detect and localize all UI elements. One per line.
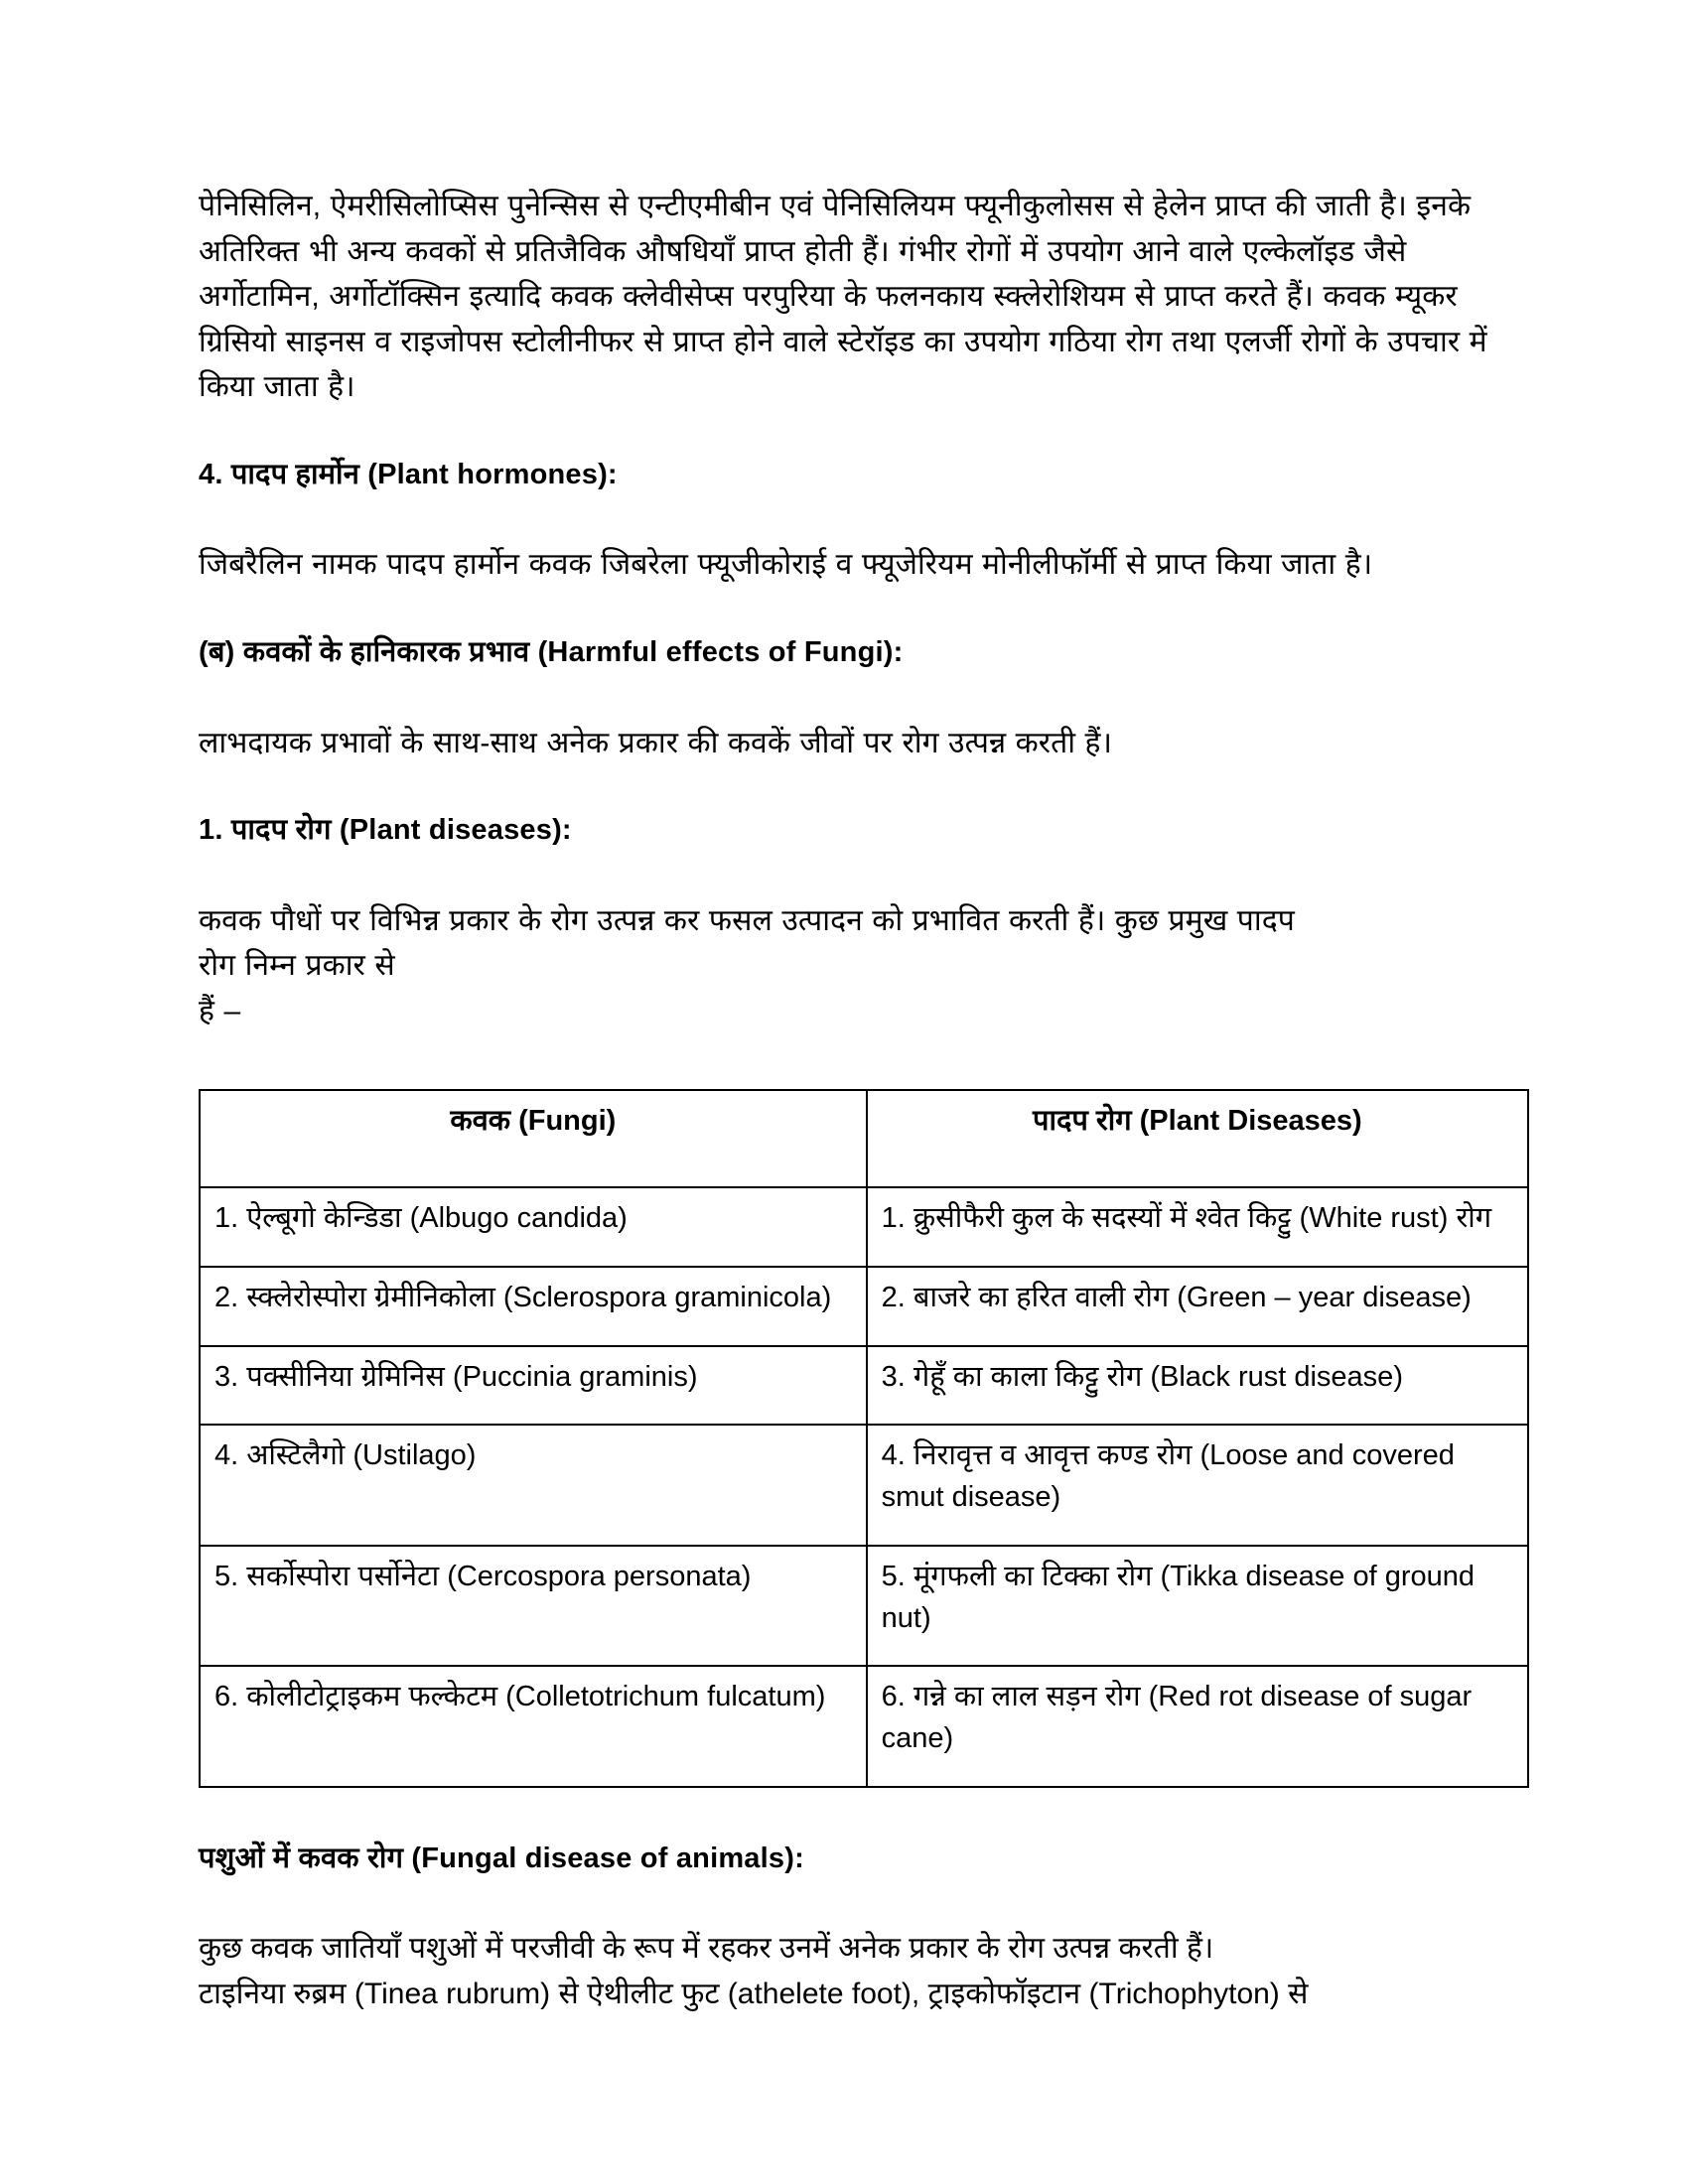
- cell-disease: 5. मूंगफली का टिक्का रोग (Tikka disease of ground nut): [867, 1546, 1528, 1667]
- paragraph-plant-disease-intro-line3: हैं –: [199, 994, 241, 1027]
- table-header-row: [200, 1090, 1528, 1187]
- table-header: [200, 1090, 1528, 1187]
- paragraph-plant-disease-intro-line2: रोग निम्न प्रकार से: [199, 949, 395, 983]
- column-header-plant-diseases: पादप रोग (Plant Diseases): [867, 1090, 1528, 1187]
- cell-fungus: 2. स्क्लेरोस्पोरा ग्रेमीनिकोला (Sclerospora graminicola): [200, 1267, 867, 1346]
- heading-harmful-effects: (ब) कवकों के हानिकारक प्रभाव (Harmful effects of Fungi):: [199, 636, 904, 669]
- table-row: [200, 1425, 1528, 1546]
- cell-fungus: 1. ऐल्बूगो केन्डिडा (Albugo candida): [200, 1187, 867, 1267]
- cell-disease: 2. बाजरे का हरित वाली रोग (Green – year disease): [867, 1267, 1528, 1346]
- cell-fungus: 4. अस्टिलैगो (Ustilago): [200, 1425, 867, 1546]
- heading-plant-diseases: 1. पादप रोग (Plant diseases):: [199, 814, 572, 847]
- plant-disease-intro-block: [199, 898, 1524, 1034]
- heading-animal-fungal-disease: पशुओं में कवक रोग (Fungal disease of animals):: [199, 1842, 804, 1874]
- cell-fungus: 3. पक्सीनिया ग्रेमिनिस (Puccinia graminis): [200, 1346, 867, 1426]
- paragraph-gibberellin: जिबरैलिन नामक पादप हार्मोन कवक जिबरेला फ्यूजीकोराई व फ्यूजेरियम मोनीलीफॉर्मी से प्राप्त किया जाता है।: [199, 548, 1373, 582]
- paragraph-animal-disease-line2: टाइनिया रुब्रम (Tinea rubrum) से ऐथीलीट फुट (athelete foot), ट्राइकोफॉइटान (Trichophyton) से: [199, 1978, 1309, 2011]
- table-row: [200, 1267, 1528, 1346]
- table-row: [200, 1666, 1528, 1787]
- cell-disease: 6. गन्ने का लाल सड़न रोग (Red rot disease of sugar cane): [867, 1666, 1528, 1787]
- cell-disease: 3. गेहूँ का काला किट्टु रोग (Black rust disease): [867, 1346, 1528, 1426]
- heading-plant-hormones: 4. पादप हार्मोन (Plant hormones):: [199, 458, 618, 490]
- table-row: [200, 1187, 1528, 1267]
- paragraph-animal-disease-line1: कुछ कवक जातियाँ पशुओं में परजीवी के रूप में रहकर उनमें अनेक प्रकार के रोग उत्पन्न करती हैं।: [199, 1932, 1214, 1966]
- column-header-fungi: कवक (Fungi): [200, 1090, 867, 1187]
- paragraph-plant-disease-intro-line1: कवक पौधों पर विभिन्न प्रकार के रोग उत्पन्न कर फसल उत्पादन को प्रभावित करती हैं। कुछ प्रमुख पादप: [199, 903, 1295, 937]
- cell-fungus: 6. कोलीटोट्राइकम फल्केटम (Colletotrichum fulcatum): [200, 1666, 867, 1787]
- paragraph-antibiotics: पेनिसिलिन, ऐमरीसिलोप्सिस पुनेन्सिस से एन्टीएमीबीन एवं पेनिसिलियम फ्यूनीकुलोसस से हेलेन प्राप्त की जाती है। इनके अतिरिक्त भी अन्य कवकों से प्रतिजैविक औषधियाँ प्राप्त होती हैं। गंभीर रोगों में उपयोग आने वाले एल्केलॉइड जैसे अर्गोटामिन, अर्गोटॉक्सिन इत्यादि कवक क्लेवीसेप्स परपुरिया के फलनकाय स्क्लेरोशियम से प्राप्त करते हैं। कवक म्यूकर ग्रिसियो साइनस व राइजोपस स्टोलीनीफर से प्राप्त होने वाले स्टेरॉइड का उपयोग गठिया रोग तथा एलर्जी रोगों के उपचार में किया जाता है।: [199, 190, 1487, 404]
- cell-disease: 1. क्रुसीफैरी कुल के सदस्यों में श्वेत किट्टु (White rust) रोग: [867, 1187, 1528, 1267]
- cell-disease: 4. निरावृत्त व आवृत्त कण्ड रोग (Loose and covered smut disease): [867, 1425, 1528, 1546]
- table-body: [200, 1187, 1528, 1787]
- fungi-plant-disease-table: [199, 1089, 1529, 1788]
- table-row: [200, 1546, 1528, 1667]
- cell-fungus: 5. सर्कोस्पोरा पर्सोनेटा (Cercospora personata): [200, 1546, 867, 1667]
- table-row: [200, 1346, 1528, 1426]
- paragraph-harmful-intro: लाभदायक प्रभावों के साथ-साथ अनेक प्रकार की कवकें जीवों पर रोग उत्पन्न करती हैं।: [199, 726, 1113, 759]
